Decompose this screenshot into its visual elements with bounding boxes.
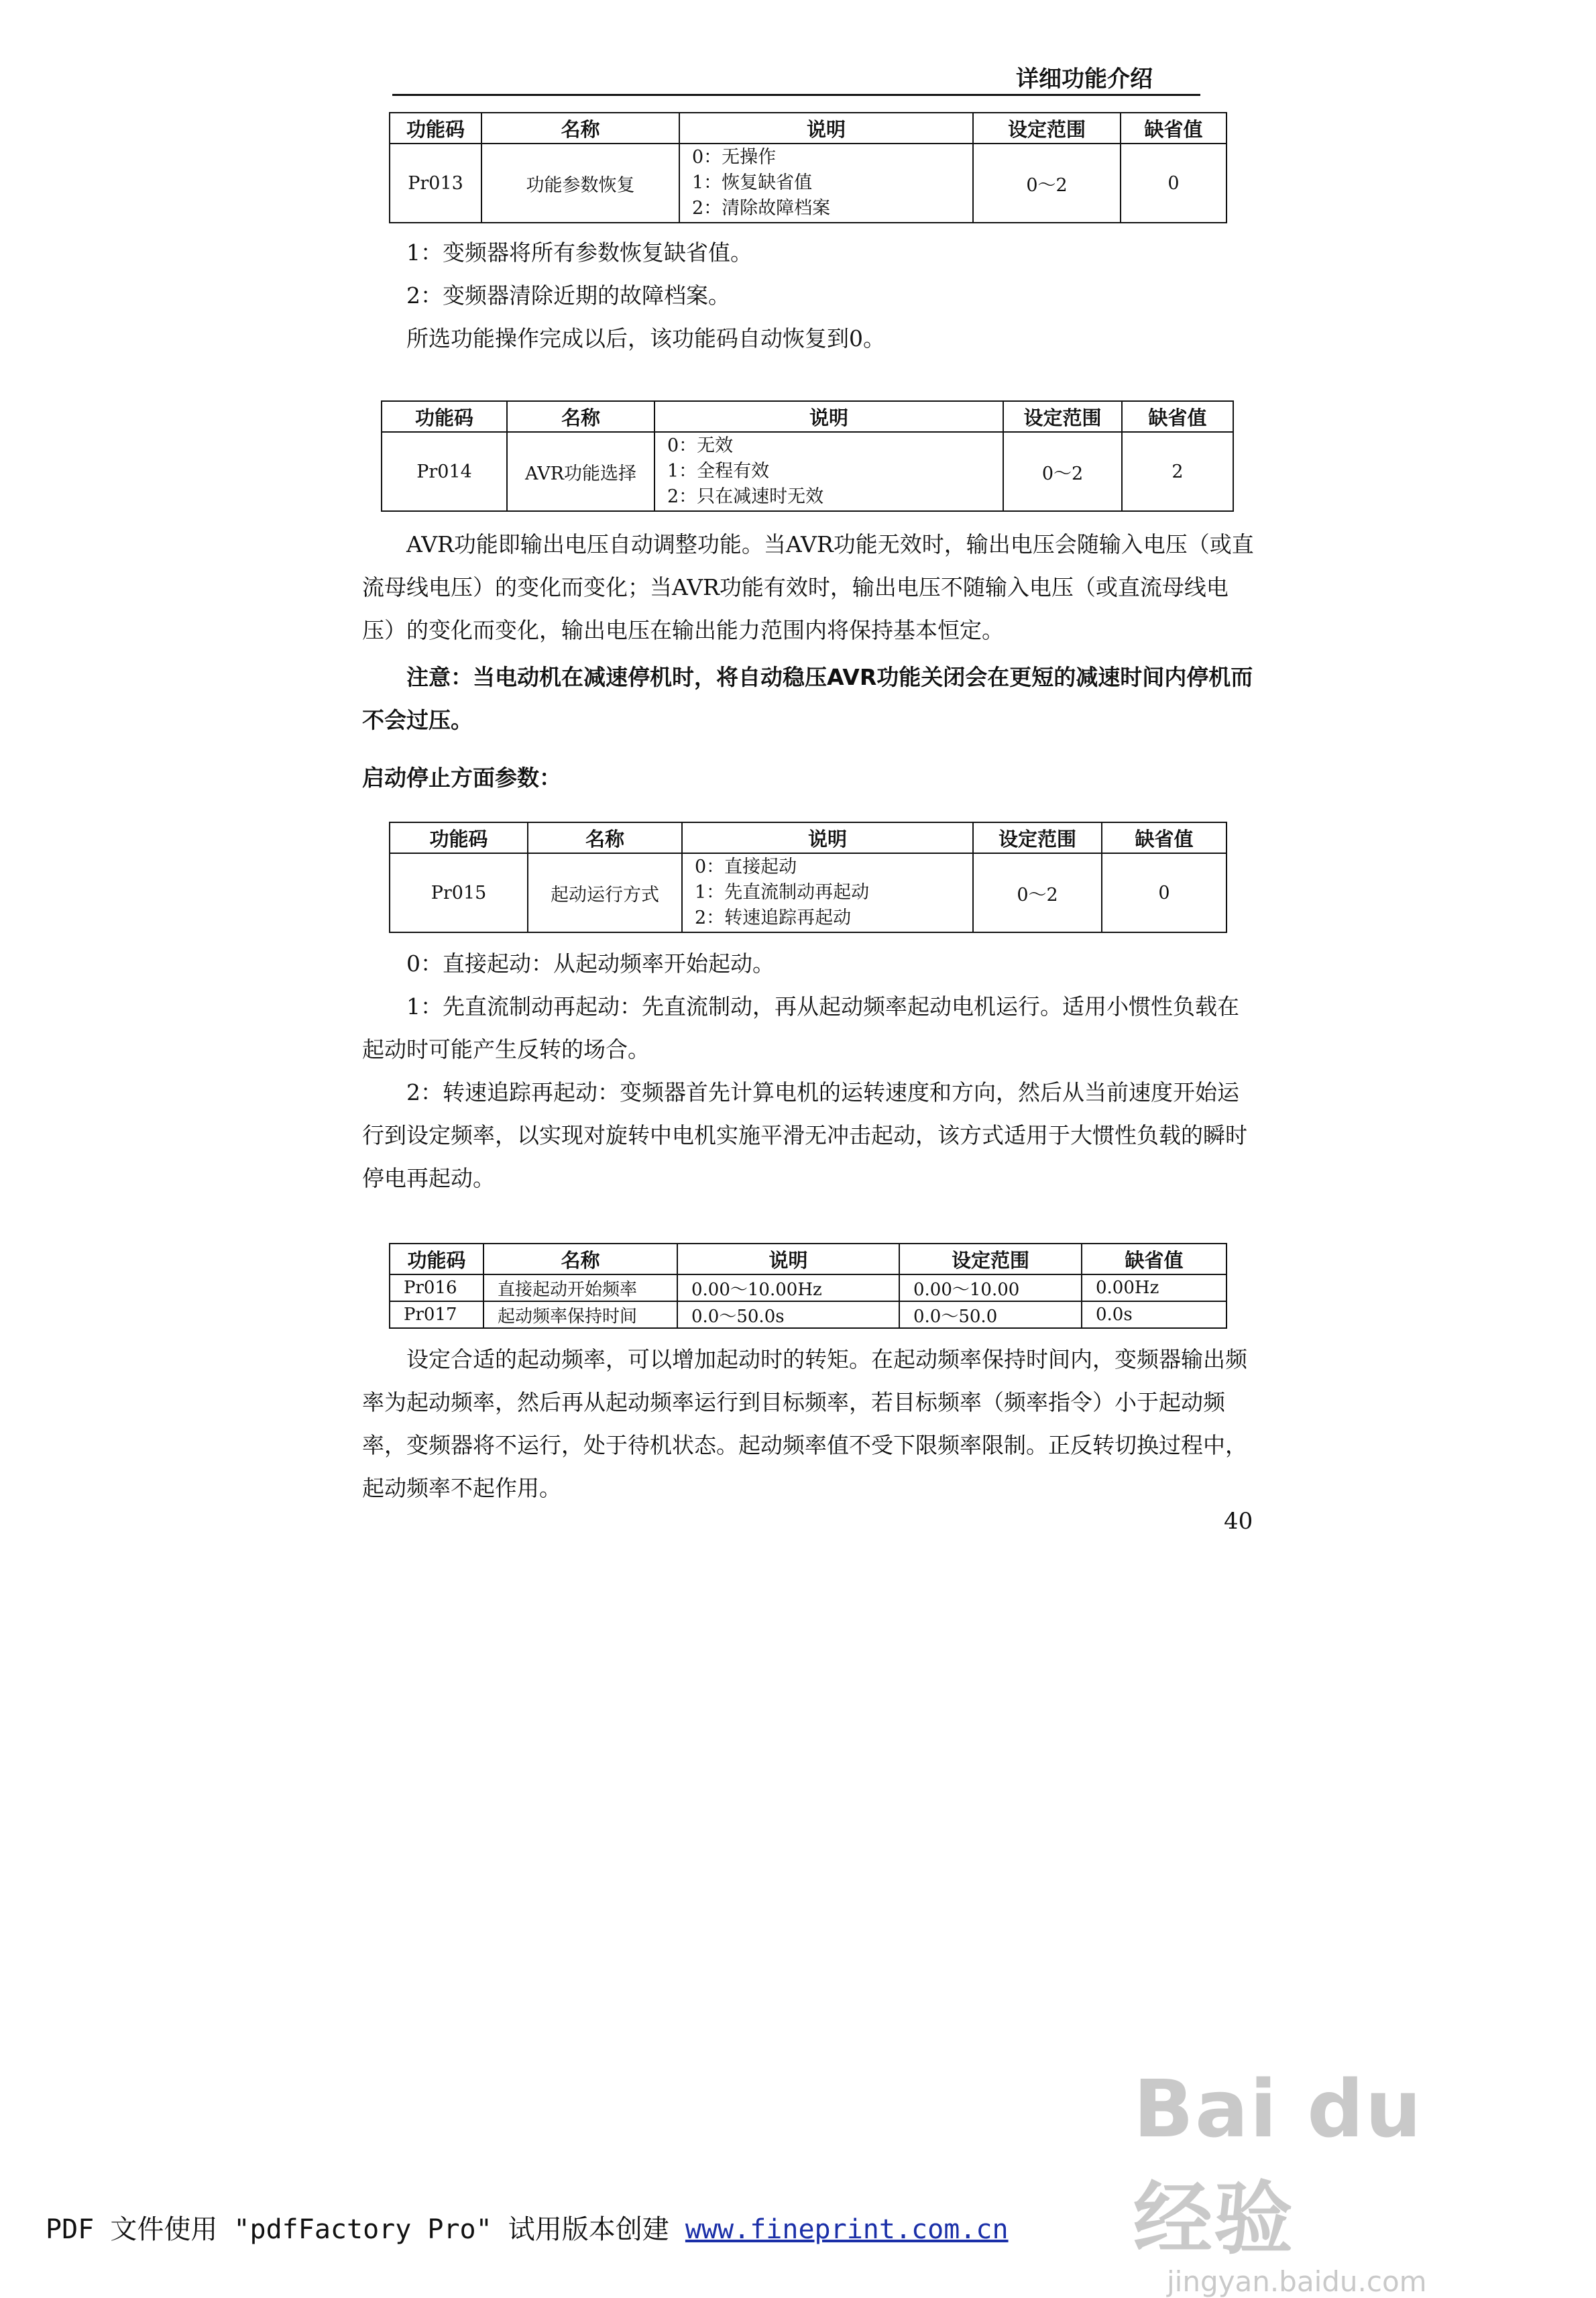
cell-code: Pr014 xyxy=(382,432,507,511)
cell-desc xyxy=(682,853,973,932)
baidu-jingyan-watermark xyxy=(1133,2063,1509,2298)
desc-option: 0：无操作 xyxy=(692,147,777,168)
cell-default: 0.00Hz xyxy=(1082,1274,1227,1301)
paragraph: 0：直接起动：从起动频率开始起动。 xyxy=(406,950,775,977)
desc-option: 0：直接起动 xyxy=(695,857,797,877)
section-avr xyxy=(362,523,1254,800)
table-row xyxy=(390,144,1227,223)
col-header-code: 功能码 xyxy=(390,822,528,853)
table-row xyxy=(382,432,1233,511)
cell-desc xyxy=(654,432,1003,511)
cell-code: Pr015 xyxy=(390,853,528,932)
paragraph: 2：转速追踪再起动：变频器首先计算电机的运转速度和方向，然后从当前速度开始运行到设定频率，以实现对旋转中电机实施平滑无冲击起动，该方式适用于大惯性负载的瞬时停电再起动。 xyxy=(362,1079,1247,1191)
paragraph: 设定合适的起动频率，可以增加起动时的转矩。在起动频率保持时间内，变频器输出频率为起动频率，然后再从起动频率运行到目标频率，若目标频率（频率指令）小于起动频率，变频器将不运行，处于待机状态。起动频率值不受下限频率限制。正反转切换过程中，起动频率不起作用。 xyxy=(362,1346,1247,1501)
cell-code: Pr013 xyxy=(390,144,481,223)
desc-option: 0：无效 xyxy=(667,435,734,456)
table-header-row xyxy=(390,1244,1227,1274)
desc-option: 2：只在减速时无效 xyxy=(667,486,824,507)
col-header-code: 功能码 xyxy=(390,1244,483,1274)
cell-default: 2 xyxy=(1122,432,1233,511)
header-divider xyxy=(392,94,1200,96)
cell-name: 起动运行方式 xyxy=(528,853,682,932)
cell-desc: 0.0～50.0s xyxy=(677,1301,899,1328)
col-header-range: 设定范围 xyxy=(973,113,1121,144)
page-number: 40 xyxy=(1224,1508,1253,1535)
cell-range: 0.0～50.0 xyxy=(899,1301,1082,1328)
param-table-pr014 xyxy=(381,400,1234,512)
desc-option: 2：转速追踪再起动 xyxy=(695,908,852,928)
col-header-code: 功能码 xyxy=(390,113,481,144)
paragraph: 1：变频器将所有参数恢复缺省值。 xyxy=(406,239,752,266)
footer-text: PDF 文件使用 "pdfFactory Pro" 试用版本创建 xyxy=(46,2214,685,2245)
cell-range: 0～2 xyxy=(973,144,1121,223)
paragraph: 1：先直流制动再起动：先直流制动，再从起动频率起动电机运行。适用小惯性负载在起动时可能产生反转的场合。 xyxy=(362,993,1239,1062)
col-header-name: 名称 xyxy=(507,401,654,432)
section-start-frequency xyxy=(362,1338,1254,1510)
cell-desc: 0.00～10.00Hz xyxy=(677,1274,899,1301)
cell-name: AVR功能选择 xyxy=(507,432,654,511)
col-header-name: 名称 xyxy=(481,113,679,144)
col-header-range: 设定范围 xyxy=(973,822,1102,853)
page-header-title: 详细功能介绍 xyxy=(1016,66,1153,93)
col-header-desc: 说明 xyxy=(677,1244,899,1274)
desc-option: 1：全程有效 xyxy=(667,461,770,482)
col-header-name: 名称 xyxy=(528,822,682,853)
watermark-url: jingyan.baidu.com xyxy=(1167,2265,1427,2298)
col-header-default: 缺省值 xyxy=(1122,401,1233,432)
col-header-name: 名称 xyxy=(483,1244,677,1274)
cell-range: 0～2 xyxy=(1003,432,1122,511)
section-pr015-notes xyxy=(362,942,1254,1200)
section-pr013-notes xyxy=(362,231,1254,360)
section-heading: 启动停止方面参数： xyxy=(362,765,561,791)
table-row xyxy=(390,1301,1227,1328)
table-row xyxy=(390,1274,1227,1301)
desc-option: 1：先直流制动再起动 xyxy=(695,882,870,903)
cell-range: 0.00～10.00 xyxy=(899,1274,1082,1301)
pdf-footer xyxy=(46,2208,1009,2246)
col-header-range: 设定范围 xyxy=(899,1244,1082,1274)
col-header-default: 缺省值 xyxy=(1102,822,1227,853)
cell-code: Pr016 xyxy=(390,1274,483,1301)
cell-default: 0 xyxy=(1102,853,1227,932)
col-header-range: 设定范围 xyxy=(1003,401,1122,432)
cell-name: 起动频率保持时间 xyxy=(483,1301,677,1328)
cell-range: 0～2 xyxy=(973,853,1102,932)
col-header-default: 缺省值 xyxy=(1082,1244,1227,1274)
watermark-logo-text: Bai du 经验 xyxy=(1133,2063,1423,2265)
table-header-row xyxy=(390,822,1227,853)
col-header-desc: 说明 xyxy=(682,822,973,853)
cell-default: 0 xyxy=(1121,144,1227,223)
cell-code: Pr017 xyxy=(390,1301,483,1328)
col-header-desc: 说明 xyxy=(679,113,973,144)
col-header-code: 功能码 xyxy=(382,401,507,432)
cell-desc xyxy=(679,144,973,223)
cell-default: 0.0s xyxy=(1082,1301,1227,1328)
desc-option: 2：清除故障档案 xyxy=(692,198,831,219)
footer-link[interactable]: www.fineprint.com.cn xyxy=(685,2214,1009,2245)
param-table-pr013 xyxy=(389,112,1227,223)
cell-name: 直接起动开始频率 xyxy=(483,1274,677,1301)
param-table-pr016-pr017 xyxy=(389,1243,1227,1329)
paragraph: 所选功能操作完成以后，该功能码自动恢复到0。 xyxy=(406,325,885,351)
col-header-desc: 说明 xyxy=(654,401,1003,432)
table-row xyxy=(390,853,1227,932)
desc-option: 1：恢复缺省值 xyxy=(692,172,813,193)
table-header-row xyxy=(390,113,1227,144)
col-header-default: 缺省值 xyxy=(1121,113,1227,144)
param-table-pr015 xyxy=(389,822,1227,933)
note-paragraph: 注意：当电动机在减速停机时，将自动稳压AVR功能关闭会在更短的减速时间内停机而不会过压。 xyxy=(362,664,1253,733)
table-header-row xyxy=(382,401,1233,432)
paragraph: 2：变频器清除近期的故障档案。 xyxy=(406,282,730,309)
paragraph: AVR功能即输出电压自动调整功能。当AVR功能无效时，输出电压会随输入电压（或直流母线电压）的变化而变化；当AVR功能有效时，输出电压不随输入电压（或直流母线电压）的变化而变化，输出电压在输出能力范围内将保持基本恒定。 xyxy=(362,531,1254,643)
cell-name: 功能参数恢复 xyxy=(481,144,679,223)
